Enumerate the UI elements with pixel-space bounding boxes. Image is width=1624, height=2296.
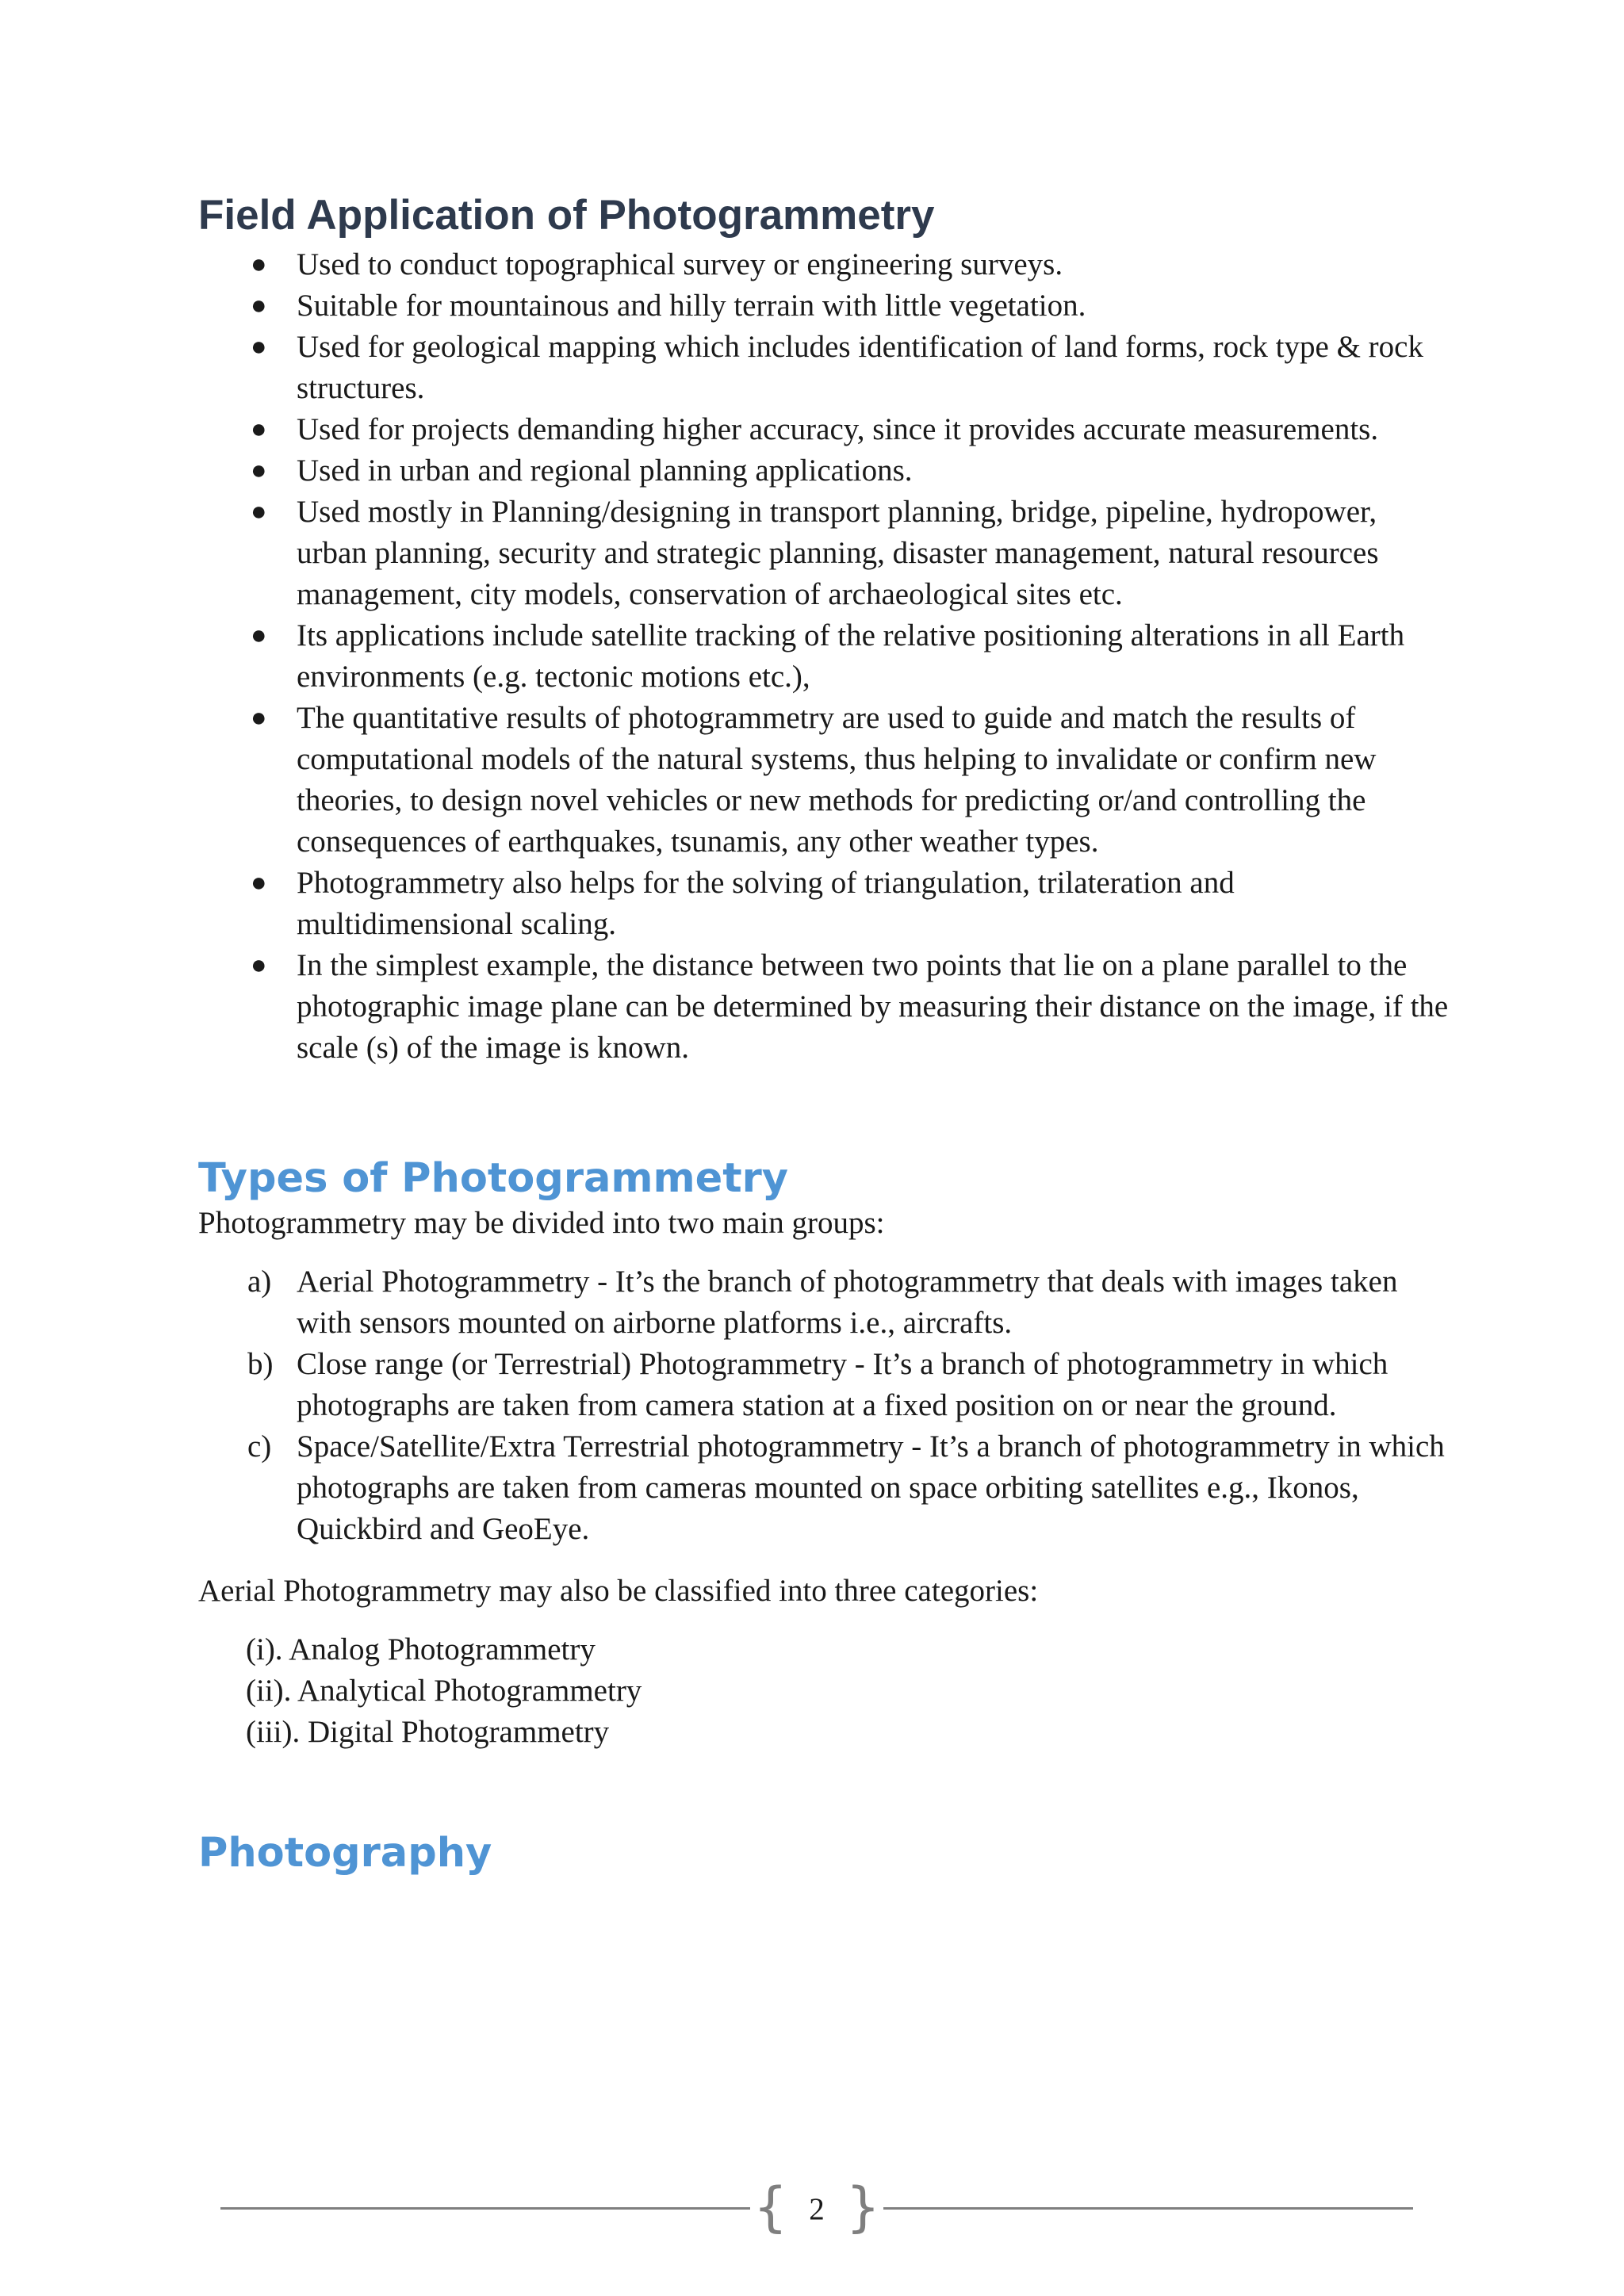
- types-heading: Types of Photogrammetry: [198, 1154, 789, 1202]
- list-item: b) Close range (or Terrestrial) Photogrammetry - It’s a branch of photogrammetry in which photographs are taken from camera station at a fixed position on or near the ground.: [297, 1344, 1451, 1426]
- types-intro: Photogrammetry may be divided into two main groups:: [198, 1205, 885, 1240]
- bullet-icon: ●: [251, 249, 267, 279]
- list-item: ● Its applications include satellite tracking of the relative positioning alterations in all Earth environments (e.g. tectonic motions etc.),: [297, 615, 1451, 698]
- list-item: ● Used mostly in Planning/designing in transport planning, bridge, pipeline, hydropower, urban planning, security and strategic planning, disaster management, natural resources management, city models, conservation of archaeological sites etc.: [297, 492, 1451, 615]
- page-number: 2: [809, 2192, 825, 2226]
- bullet-icon: ●: [251, 455, 267, 485]
- list-item: ● Used in urban and regional planning applications.: [297, 450, 1451, 492]
- bullet-icon: ●: [251, 867, 267, 897]
- bullet-icon: ●: [251, 950, 267, 980]
- bullet-icon: ●: [251, 290, 267, 320]
- list-item: (iii). Digital Photogrammetry: [246, 1714, 610, 1749]
- aerial-intro: Aerial Photogrammetry may also be classified into three categories:: [198, 1573, 1039, 1608]
- bullet-icon: ●: [251, 496, 267, 526]
- list-item: ● Used for projects demanding higher accuracy, since it provides accurate measurements.: [297, 409, 1451, 450]
- list-item: (i). Analog Photogrammetry: [246, 1632, 596, 1667]
- list-item: ● Suitable for mountainous and hilly terrain with little vegetation.: [297, 285, 1451, 327]
- list-item: ● Used for geological mapping which includes identification of land forms, rock type & rock structures.: [297, 327, 1451, 409]
- page-footer: [220, 2172, 1413, 2244]
- aerial-categories: [246, 1629, 1451, 1753]
- bullet-icon: ●: [251, 331, 267, 362]
- list-item: ● The quantitative results of photogrammetry are used to guide and match the results of computational models of the natural systems, thus helping to invalidate or confirm new theories, to design novel vehicles or new methods for predicting or/and controlling the consequences of earthquakes, tsunamis, any other weather types.: [297, 698, 1451, 863]
- document-page: [198, 190, 1451, 1877]
- field-application-list: [198, 244, 1451, 1069]
- types-list: [198, 1261, 1451, 1550]
- list-marker: a): [247, 1264, 272, 1299]
- field-application-heading: Field Application of Photogrammetry: [198, 192, 935, 239]
- list-item: a) Aerial Photogrammetry - It’s the branch of photogrammetry that deals with images taken with sensors mounted on airborne platforms i.e., aircrafts.: [297, 1261, 1451, 1344]
- right-brace-icon: }: [845, 2176, 880, 2239]
- list-marker: b): [247, 1346, 274, 1381]
- left-brace-icon: {: [753, 2176, 788, 2239]
- list-item: ● In the simplest example, the distance between two points that lie on a plane parallel to the photographic image plane can be determined by measuring their distance on the image, if the scale (s) of the image is known.: [297, 945, 1451, 1069]
- bullet-icon: ●: [251, 620, 267, 650]
- list-item: ● Photogrammetry also helps for the solving of triangulation, trilateration and multidimensional scaling.: [297, 863, 1451, 945]
- list-marker: c): [247, 1429, 272, 1464]
- list-item: (ii). Analytical Photogrammetry: [246, 1673, 642, 1708]
- bullet-icon: ●: [251, 702, 267, 733]
- footer-rule-right: [883, 2207, 1413, 2210]
- list-item: c) Space/Satellite/Extra Terrestrial photogrammetry - It’s a branch of photogrammetry in which photographs are taken from cameras mounted on space orbiting satellites e.g., Ikonos, Quickbird and GeoEye.: [297, 1426, 1451, 1550]
- bullet-icon: ●: [251, 414, 267, 444]
- photography-heading: Photography: [198, 1829, 492, 1877]
- list-item: ● Used to conduct topographical survey or engineering surveys.: [297, 244, 1451, 285]
